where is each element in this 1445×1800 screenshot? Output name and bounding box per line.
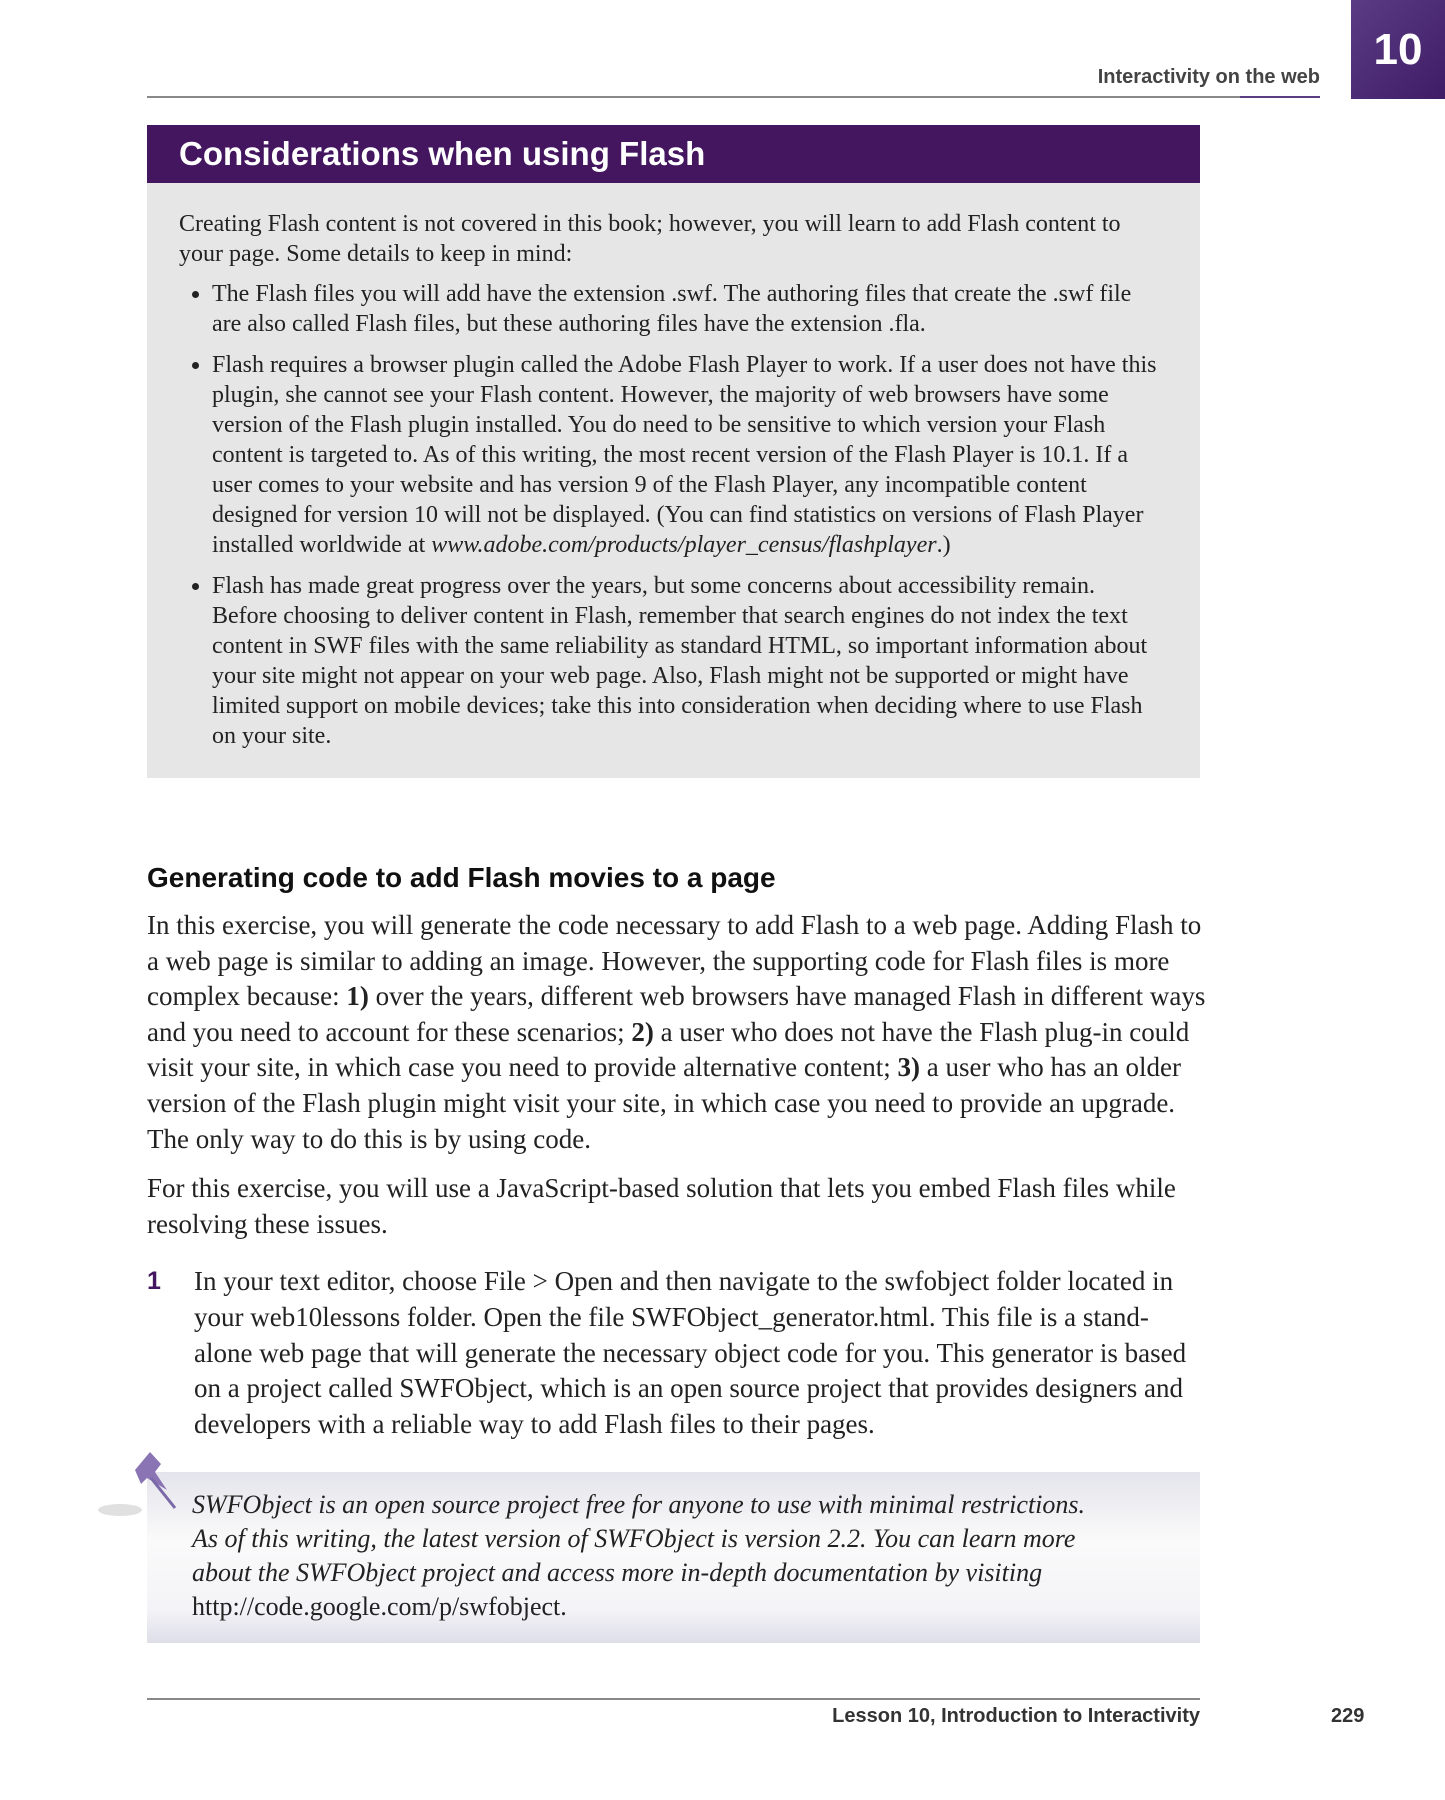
step-text: In your text editor, choose File > Open and then navigate to the swfobject folder located in your web10lessons folder. Open the file SWFObject_generator.html. This file is a stand-alone web page that will generate the necessary object code for you. This generator is based on a project called SWFObject, which is an open source project that provides designers and developers with a reliable way to add Flash files to their pages. <box>194 1266 1187 1439</box>
running-header: Interactivity on the web <box>1097 66 1320 88</box>
bullet-text: Flash requires a browser plugin called the Adobe Flash Player to work. If a user does not have this plugin, she cannot see your Flash content. However, the majority of web browsers have some version of the Flash plugin installed. You do need to be sensitive to which version your Flash content is targeted to. As of this writing, the most recent version of the Flash Player is 10.1. If a user comes to your website and has version 9 of the Flash Player, any incompatible content designed for version 10 will not be displayed. (You can find statistics on versions of Flash Player installed worldwide at <box>212 352 1157 558</box>
footer-rule <box>147 1698 1200 1700</box>
sidebar-intro: Creating Flash content is not covered in this book; however, you will learn to add Flash content to your page. Some details to keep in mind: <box>179 211 1121 267</box>
section-body <box>147 908 1207 1442</box>
bullet-item <box>212 350 1160 560</box>
num: 3) <box>897 1052 921 1083</box>
paragraph <box>147 908 1207 1157</box>
page-number: 229 <box>1331 1705 1365 1727</box>
note-text: SWFObject is an open source project free for anyone to use with minimal restrictions. As of this writing, the latest version of SWFObject is version 2.2. You can learn more about the SWFObject project and access more in-depth documentation by visiting <box>192 1490 1086 1587</box>
paragraph: For this exercise, you will use a JavaScript-based solution that lets you embed Flash files while resolving these issues. <box>147 1173 1176 1239</box>
text: over the years, different web browsers have managed Flash in different ways and you need to account for these scenarios; <box>147 981 1206 1047</box>
step-number: 1 <box>147 1267 161 1296</box>
note-url[interactable]: http://code.google.com/p/swfobject. <box>192 1592 567 1621</box>
header-rule <box>147 96 1320 98</box>
footer-lesson: Lesson 10, Introduction to Interactivity <box>832 1705 1200 1727</box>
text: In this exercise, you will generate the code necessary to add Flash to a web page. Adding Flash to a web page is similar to adding an image. However, the supporting code for Flash files is more complex because: <box>147 910 1202 1012</box>
chapter-number: 10 <box>1351 0 1445 99</box>
num: 2) <box>631 1016 654 1047</box>
num: 1) <box>346 981 369 1012</box>
bullet-text-end: .) <box>936 532 951 558</box>
sidebar-title: Considerations when using Flash <box>147 125 1200 183</box>
text: a user who has an older version of the Flash plugin might visit your site, in which case you need to provide an upgrade. The only way to do this is by using code. <box>147 1052 1181 1154</box>
section-heading: Generating code to add Flash movies to a page <box>147 862 776 893</box>
census-link[interactable]: www.adobe.com/products/player_census/flashplayer <box>431 532 937 558</box>
step-1 <box>147 1264 1207 1442</box>
pushpin-icon <box>95 1450 185 1530</box>
considerations-sidebar <box>147 125 1200 778</box>
bullet-item: • The Flash files you will add have the extension .swf. The authoring files that create the .swf file are also called Flash files, but these authoring files have the extension .fla. <box>212 279 1160 339</box>
bullet-item: • Flash has made great progress over the years, but some concerns about accessibility remain. Before choosing to deliver content in Flash, remember that search engines do not index the text content in SWF files with the same reliability as standard HTML, so important information about your site might not appear on your web page. Also, Flash might not be supported or might have limited support on mobile devices; take this into consideration when deciding where to use Flash on your site. <box>212 571 1160 751</box>
text: a user who does not have the Flash plug-in could visit your site, in which case you need to provide alternative content; <box>147 1016 1190 1083</box>
note-box <box>147 1472 1200 1643</box>
